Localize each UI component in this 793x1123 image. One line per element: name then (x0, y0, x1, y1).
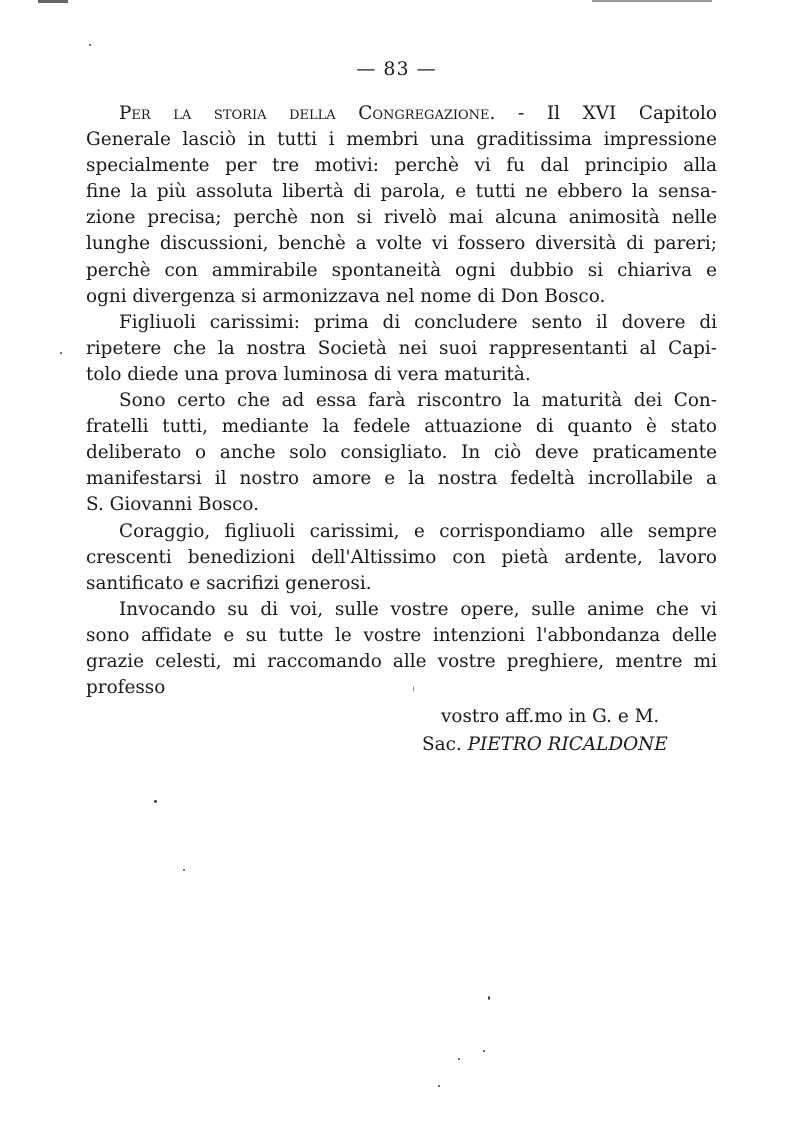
letter-body (86, 101, 717, 701)
paragraph-4 (86, 519, 717, 597)
paragraph-line: fine la più assoluta libertà di parola, e tutti ne ebbero la sensa- (86, 181, 717, 203)
paragraph-line: zione precisa; perchè non si rivelò mai alcuna animosità nelle (86, 207, 717, 229)
paragraph-line: deliberato o anche solo consigliato. In ciò deve praticamente (86, 442, 717, 464)
scan-artifact-top-right (592, 0, 712, 2)
scan-speck (60, 352, 62, 354)
paragraph-line: Generale lasciò in tutti i membri una graditissima impressione (86, 129, 717, 151)
paragraph-line: ripetere che la nostra Società nei suoi rappresentanti al Capi- (86, 337, 717, 359)
paragraph-line: Per la storia della Congregazione. - Il XVI Capitolo (119, 103, 717, 124)
scan-speck (154, 800, 157, 803)
scan-speck (183, 869, 185, 871)
paragraph-line: Coraggio, figliuoli carissimi, e corrispondiamo alle sempre (119, 520, 717, 542)
paragraph-line: crescenti benedizioni dell'Altissimo con pietà ardente, lavoro (86, 546, 717, 568)
signature-signer (422, 734, 793, 755)
paragraph-line: santificato e sacrifizi generosi. (86, 572, 372, 594)
paragraph-2 (86, 310, 717, 388)
paragraph-line: specialmente per tre motivi: perchè vi fu dal principio alla (86, 155, 717, 177)
paragraph-1 (86, 101, 717, 310)
paragraph-line: perchè con ammirabile spontaneità ogni dubbio si chiariva e (86, 259, 717, 281)
paragraph-line: Sono certo che ad essa farà riscontro la maturità dei Con- (119, 390, 717, 412)
paragraph-line: Figliuoli carissimi: prima di concludere sento il dovere di (119, 311, 717, 333)
scan-speck (483, 1050, 485, 1052)
paragraph-line: lunghe discussioni, benchè a volte vi fossero diversità di pareri; (86, 233, 717, 255)
paragraph-line: fratelli tutti, mediante la fedele attuazione di quanto è stato (86, 416, 717, 438)
paragraph-line: S. Giovanni Bosco. (86, 494, 259, 516)
scan-artifact-top-left (38, 0, 68, 3)
paragraph-line: sono affidate e su tutte le vostre intenzioni l'abbondanza delle (86, 624, 717, 646)
signer-name: PIETRO RICALDONE (467, 734, 668, 755)
paragraph-5 (86, 597, 717, 701)
section-heading: Per la storia della Congregazione. (119, 103, 496, 124)
paragraph-line: tolo diede una prova luminosa di vera maturità. (86, 363, 531, 385)
paragraph-line: Invocando su di voi, sulle vostre opere, sulle anime che vi (119, 598, 717, 620)
scan-speck (458, 1058, 460, 1060)
paragraph-line: manifestarsi il nostro amore e la nostra fedeltà incrollabile a (86, 468, 717, 490)
paragraph-line: grazie celesti, mi raccomando alle vostre preghiere, mentre mi (86, 650, 717, 672)
paragraph-line: professo (86, 677, 166, 699)
scan-speck (488, 996, 490, 1000)
scan-speck (438, 1085, 440, 1087)
scan-speck (413, 686, 414, 692)
paragraph-3 (86, 388, 717, 518)
scan-speck (89, 44, 91, 46)
page-number: — 83 — (356, 58, 437, 80)
paragraph-line: ogni divergenza si armonizzava nel nome di Don Bosco. (86, 285, 606, 307)
signer-title: Sac. (422, 734, 462, 755)
signature-closing: vostro aff.mo in G. e M. (441, 706, 660, 727)
